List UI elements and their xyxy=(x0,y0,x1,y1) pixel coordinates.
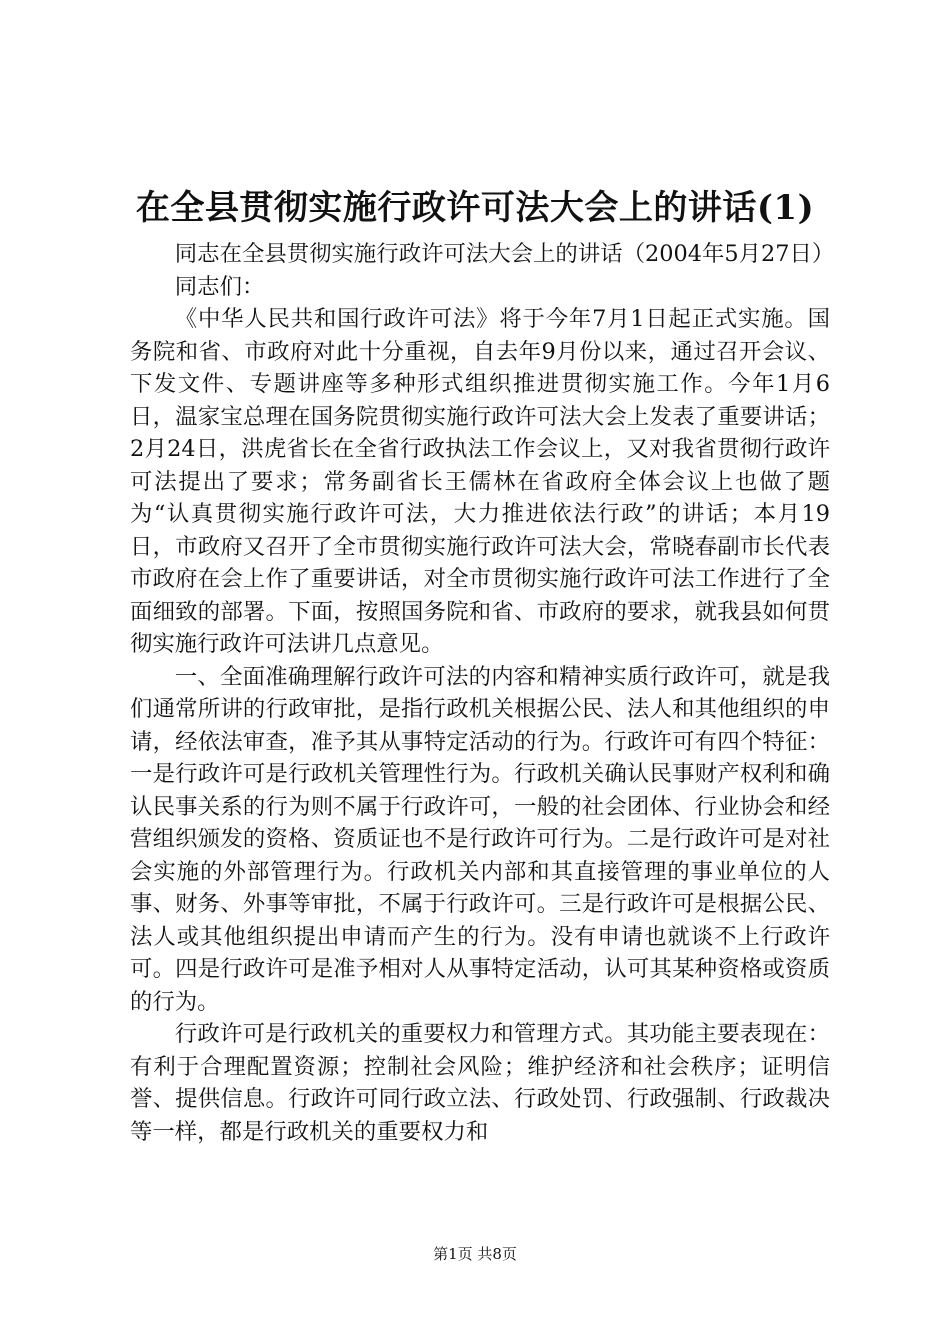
section-one-paragraph: 一、全面准确理解行政许可法的内容和精神实质行政许可，就是我们通常所讲的行政审批，是指行政机关根据公民、法人和其他组织的申请，经依法审查，准予其从事特定活动的行为。行政许可有四个特征：一是行政许可是行政机关管理性行为。行政机关确认民事财产权利和确认民事关系的行为则不属于行政许可，一般的社会团体、行业协会和经营组织颁发的资格、资质证也不是行政许可行为。二是行政许可是对社会实施的外部管理行为。行政机关内部和其直接管理的事业单位的人事、财务、外事等审批，不属于行政许可。三是行政许可是根据公民、法人或其他组织提出申请而产生的行为。没有申请也就谈不上行政许可。四是行政许可是准予相对人从事特定活动，认可其某种资格或资质的行为。 xyxy=(130,663,830,1015)
intro-paragraph: 《中华人民共和国行政许可法》将于今年7月1日起正式实施。国务院和省、市政府对此十分重视，自去年9月份以来，通过召开会议、下发文件、专题讲座等多种形式组织推进贯彻实施工作。今年1月6日，温家宝总理在国务院贯彻实施行政许可法大会上发表了重要讲话；2月24日，洪虎省长在全省行政执法工作会议上，又对我省贯彻行政许可法提出了要求；常务副省长王儒林在省政府全体会议上也做了题为“认真贯彻实施行政许可法，大力推进依法行政”的讲话；本月19日，市政府又召开了全市贯彻实施行政许可法大会，常晓春副市长代表市政府在会上作了重要讲话，对全市贯彻实施行政许可法工作进行了全面细致的部署。下面，按照国务院和省、市政府的要求，就我县如何贯彻实施行政许可法讲几点意见。 xyxy=(130,306,830,657)
speech-subtitle-paragraph: 同志在全县贯彻实施行政许可法大会上的讲话（2004年5月27日） xyxy=(174,241,835,267)
document-body xyxy=(130,238,835,1148)
salutation-paragraph: 同志们： xyxy=(174,273,265,300)
function-paragraph: 行政许可是行政机关的重要权力和管理方式。其功能主要表现在：有利于合理配置资源；控制社会风险；维护经济和社会秩序；证明信誉、提供信息。行政许可同行政立法、行政处罚、行政强制、行政裁决等一样，都是行政机关的重要权力和 xyxy=(130,1021,830,1145)
page-number-footer: 第1页 共8页 xyxy=(433,1245,517,1263)
document-title: 在全县贯彻实施行政许可法大会上的讲话(1) xyxy=(135,188,815,228)
